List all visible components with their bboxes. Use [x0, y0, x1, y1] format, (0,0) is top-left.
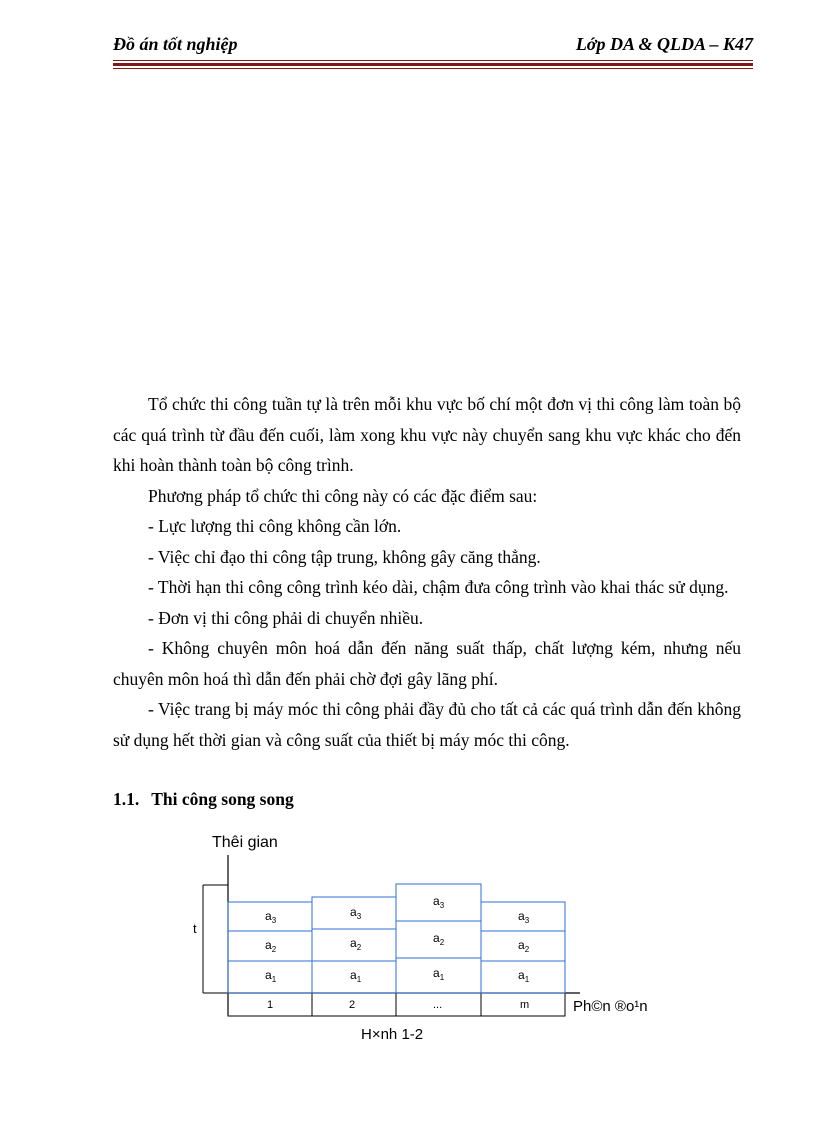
segment-label: 2 — [349, 999, 356, 1011]
section-number: 1.1. — [113, 789, 140, 809]
paragraph: - Lực lượng thi công không cần lớn. — [148, 516, 402, 536]
paragraph: - Thời hạn thi công công trình kéo dài, chậm đưa công trình vào khai thác sử dụng. — [148, 577, 729, 597]
header-rule — [113, 60, 753, 61]
schedule-diagram — [185, 825, 665, 1050]
paragraph: Phương pháp tổ chức thi công này có các đặc điểm sau: — [148, 485, 538, 506]
t-label: t — [193, 921, 197, 936]
cell-label-a2: $a_2$ — [265, 938, 277, 954]
paragraph: Tổ chức thi công tuần tự là trên mỗi khu vực bố chí một đơn vị thi công làm toàn bộ các quá trình từ đầu đến cuối, làm xong khu vực này chuyển sang khu vực khác cho đến khi hoàn thành toàn bộ công trình. — [113, 394, 741, 475]
header-left-title: Đồ án tốt nghiệp — [113, 34, 238, 54]
cell-label-a1: $a_1$ — [433, 966, 445, 982]
cell-label-a3: $a_3$ — [518, 909, 530, 925]
paragraph: - Việc chỉ đạo thi công tập trung, không gây căng thẳng. — [148, 546, 541, 567]
segment-label: 1 — [267, 999, 274, 1011]
section-title: Thi công song song — [151, 789, 294, 809]
segment-label: ... — [433, 999, 443, 1011]
cell-label-a2: $a_2$ — [518, 938, 530, 954]
header-right-title: Lớp DA & QLDA – K47 — [575, 34, 753, 54]
body-text — [113, 389, 741, 755]
paragraph: - Không chuyên môn hoá dẫn đến năng suất thấp, chất lượng kém, nhưng nếu chuyên môn hoá thì dẫn đến phải chờ đợi gây lãng phí. — [113, 638, 741, 689]
y-axis-label: Thêi gian — [212, 834, 278, 851]
paragraph: - Đơn vị thi công phải di chuyển nhiều. — [148, 607, 424, 628]
cell-label-a1: $a_1$ — [265, 968, 277, 984]
segment-label: m — [520, 999, 530, 1011]
x-axis-label: Ph©n ®o¹n — [573, 998, 648, 1015]
cell-label-a2: $a_2$ — [350, 936, 362, 952]
cell-label-a3: $a_3$ — [265, 909, 277, 925]
paragraph: - Việc trang bị máy móc thi công phải đầy đủ cho tất cả các quá trình dẫn đến không sử dụng hết thời gian và công suất của thiết bị máy móc thi công. — [113, 699, 741, 750]
cell-label-a1: $a_1$ — [518, 968, 530, 984]
cell-label-a2: $a_2$ — [433, 931, 445, 947]
figure-caption: H×nh 1-2 — [361, 1026, 424, 1043]
cell-label-a1: $a_1$ — [350, 968, 362, 984]
cell-label-a3: $a_3$ — [350, 905, 362, 921]
header-rule — [113, 68, 753, 69]
page-header — [113, 34, 753, 58]
section-heading — [113, 789, 294, 810]
cell-label-a3: $a_3$ — [433, 894, 445, 910]
header-rule — [113, 63, 753, 66]
